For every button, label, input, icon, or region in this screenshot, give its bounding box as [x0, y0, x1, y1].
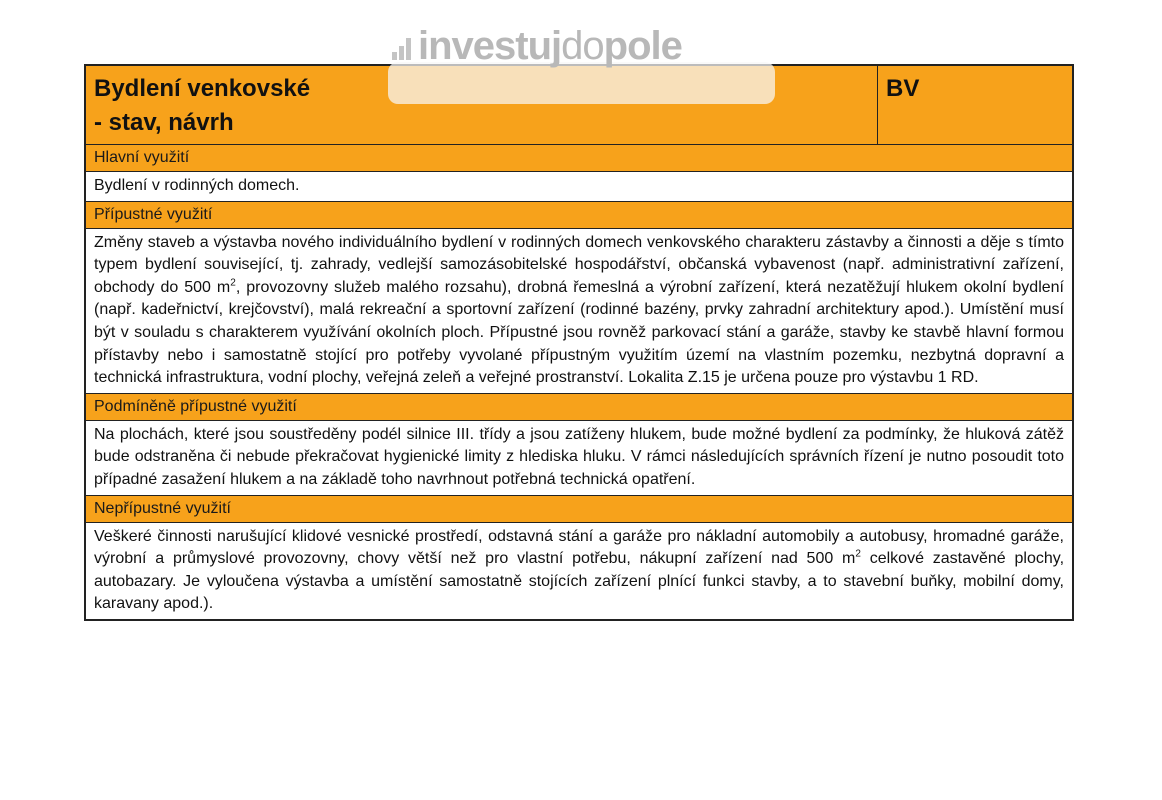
permitted-use-superscript: 2 [230, 277, 236, 289]
zone-code: BV [886, 75, 920, 102]
prohibited-use-title: Nepřípustné využití [86, 496, 1072, 523]
conditional-use-body: Na plochách, které jsou soustředěny podél silnice III. třídy a jsou zatíženy hlukem, bude možné bydlení za podmínky, že hluková zátěž bude odstraněna či nebude překračovat hygienické limity z hlediska hluku. V rámci následujících správních řízení je nutno posoudit toto případné zasažení hlukem a na základě toho navrhnout potřebná technická opatření. [86, 421, 1072, 496]
prohibited-use-text-2: celkové zastavěné plochy, autobazary. Je vyloučena výstavba a umístění samostatně stojících zařízení plnící funkci stavby, a to stavební buňky, mobilní domy, karavany apod.). [94, 550, 1065, 613]
logo-bold-1: investuj [418, 24, 562, 68]
prohibited-use-body [86, 523, 1072, 619]
permitted-use-body [86, 229, 1072, 394]
prohibited-use-text-1: Veškeré činnosti narušující klidové vesnické prostředí, odstavná stání a garáže pro nákladní automobily a autobusy, hromadné garáže, výrobní a průmyslové provozovny, chovy větší než pro vlastní potřebu, nákupní zařízení nad 500 m [94, 527, 1064, 568]
logo-thin: do [561, 24, 604, 68]
zone-title-line2: - stav, návrh [94, 109, 234, 136]
investujdopole-watermark [388, 24, 775, 104]
zoning-table [84, 64, 1074, 621]
watermark-logo-text [418, 24, 682, 69]
chart-bars-icon [392, 36, 414, 60]
permitted-use-title: Přípustné využití [86, 202, 1072, 229]
main-use-body: Bydlení v rodinných domech. [86, 172, 1072, 202]
conditional-use-title: Podmíněně přípustné využití [86, 394, 1072, 421]
zone-title-line1: Bydlení venkovské [94, 75, 311, 102]
permitted-use-text-2: , provozovny služeb malého rozsahu), drobná řemeslná a výrobní zařízení, která nezatěžují hlukem okolní bydlení (např. kadeřnictví, krejčovství), malá rekreační a sportovní zařízení (rodinné bazény, prvky zahradní architektury apod.). Umístění musí být v souladu s charakterem využívání okolních ploch. Přípustné jsou rovněž parkovací stání a garáže, stavby ke stavbě hlavní formou přístavby nebo i samostatně stojící pro potřeby vyvolané přípustným využitím území na vlastním pozemku, nezbytná dopravní a technická infrastruktura, vodní plochy, veřejná zeleň a veřejné prostranství. Lokalita Z.15 je určena pouze pro výstavbu 1 RD. [94, 278, 1064, 387]
permitted-use-text-1: Změny staveb a výstavba nového individuálního bydlení v rodinných domech venkovského charakteru zástavby a činnosti a děje s tímto typem bydlení související, tj. zahrady, vedlejší samozásobitelské hospodářství, občanská vybavenost (např. administrativní zařízení, obchody do 500 m [94, 233, 1064, 296]
prohibited-use-superscript: 2 [855, 548, 861, 560]
main-use-title: Hlavní využití [86, 145, 1072, 172]
logo-bold-2: pole [603, 24, 682, 68]
